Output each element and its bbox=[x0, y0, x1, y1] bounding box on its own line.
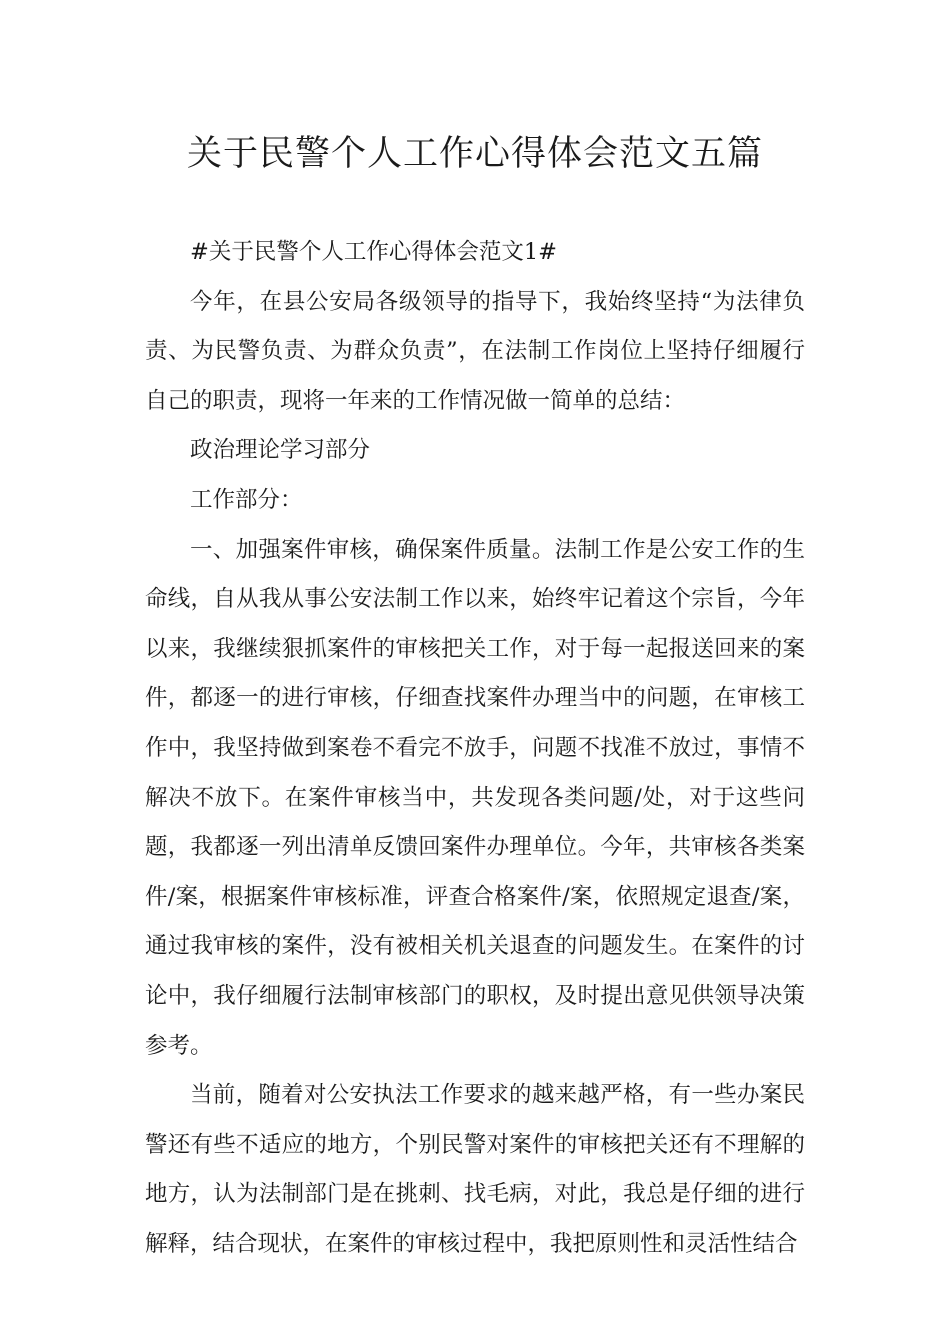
document-title: 关于民警个人工作心得体会范文五篇 bbox=[186, 134, 763, 174]
paragraph: 一、加强案件审核，确保案件质量。法制工作是公安工作的生命线，自从我从事公安法制工作以来，始终牢记着这个宗旨，今年以来，我继续狠抓案件的审核把关工作，对于每一起报送回来的案件，都逐一的进行审核，仔细查找案件办理当中的问题，在审核工作中，我坚持做到案卷不看完不放手，问题不找准不放过，事情不解决不放下。在案件审核当中，共发现各类问题/处，对于这些问题，我都逐一列出清单反馈回案件办理单位。今年，共审核各类案件/案，根据案件审核标准，评查合格案件/案，依照规定退查/案，通过我审核的案件，没有被相关机关退查的问题发生。在案件的讨论中，我仔细履行法制审核部门的职权，及时提出意见供领导决策参考。 bbox=[145, 536, 805, 1059]
paragraph: 当前，随着对公安执法工作要求的越来越严格，有一些办案民警还有些不适应的地方，个别民警对案件的审核把关还有不理解的地方，认为法制部门是在挑刺、找毛病，对此，我总是仔细的进行解释，结合现状，在案件的审核过程中，我把原则性和灵活性结合 bbox=[145, 1082, 805, 1257]
paragraph: 工作部分： bbox=[190, 486, 303, 513]
document-body bbox=[145, 228, 805, 1269]
paragraph: 今年，在县公安局各级领导的指导下，我始终坚持“为法律负责、为民警负责、为群众负责”，在法制工作岗位上坚持仔细履行自己的职责，现将一年来的工作情况做一简单的总结： bbox=[145, 288, 805, 414]
paragraph: 政治理论学习部分 bbox=[190, 437, 371, 464]
section-heading: #关于民警个人工作心得体会范文1# bbox=[190, 239, 558, 265]
